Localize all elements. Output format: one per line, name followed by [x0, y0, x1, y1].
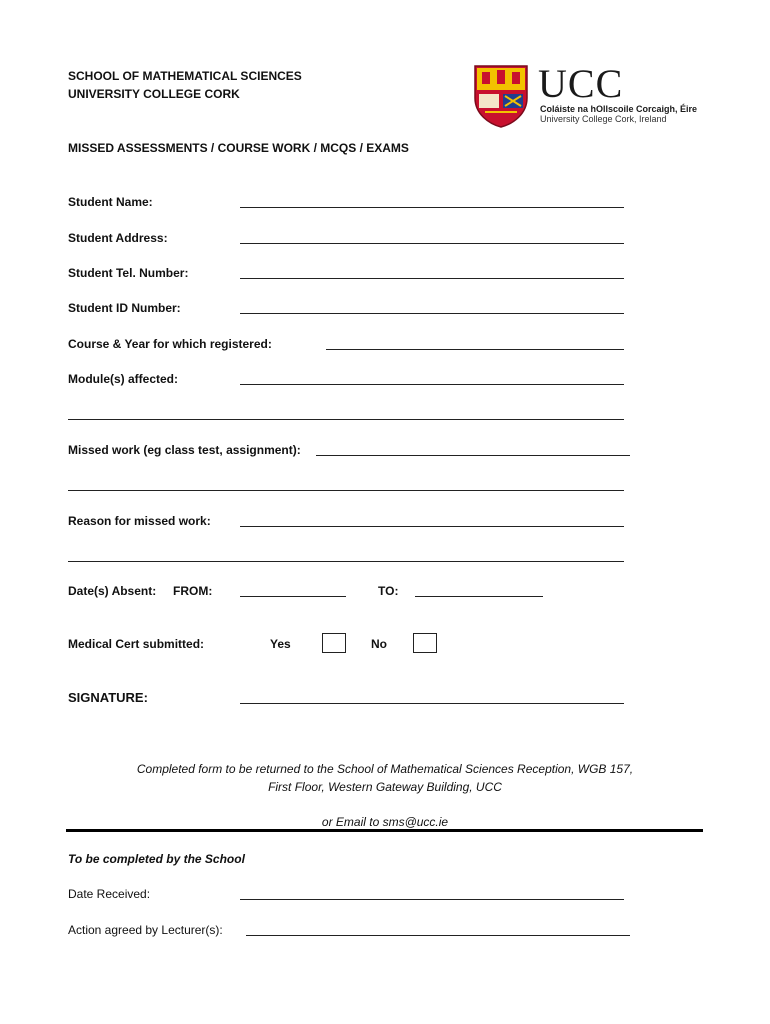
to-date-field[interactable] — [415, 596, 543, 597]
reason-label: Reason for missed work: — [68, 514, 211, 528]
student-tel-field[interactable] — [240, 278, 624, 279]
ucc-wordmark: UCC — [538, 61, 624, 106]
modules-field[interactable] — [240, 384, 624, 385]
school-section-heading: To be completed by the School — [68, 852, 245, 866]
ucc-crest-logo — [473, 64, 529, 133]
modules-field-extra[interactable] — [68, 419, 624, 420]
action-agreed-field[interactable] — [246, 935, 630, 936]
to-label: TO: — [378, 584, 399, 598]
email-instructions: or Email to sms@ucc.ie — [321, 815, 449, 829]
return-instructions-line2: First Floor, Western Gateway Building, UCC — [268, 780, 502, 794]
return-instructions-line1: Completed form to be returned to the School of Mathematical Sciences Reception, WGB 157, — [136, 762, 634, 776]
action-agreed-label: Action agreed by Lecturer(s): — [68, 923, 223, 937]
missed-work-field-extra[interactable] — [68, 490, 624, 491]
ucc-english-name: University College Cork, Ireland — [540, 114, 667, 124]
ucc-irish-name: Coláiste na hOllscoile Corcaigh, Éire — [540, 104, 698, 114]
student-name-label: Student Name: — [68, 195, 153, 209]
student-address-field[interactable] — [240, 243, 624, 244]
student-name-field[interactable] — [240, 207, 624, 208]
no-checkbox[interactable] — [413, 633, 437, 653]
missed-work-label: Missed work (eg class test, assignment): — [68, 443, 301, 457]
from-label: FROM: — [173, 584, 213, 598]
reason-field[interactable] — [240, 526, 624, 527]
missed-work-field[interactable] — [316, 455, 630, 456]
form-title: MISSED ASSESSMENTS / COURSE WORK / MCQS / EXAMS — [68, 141, 409, 155]
yes-checkbox[interactable] — [322, 633, 346, 653]
yes-label: Yes — [270, 637, 291, 651]
reason-field-extra[interactable] — [68, 561, 624, 562]
medical-cert-label: Medical Cert submitted: — [68, 637, 205, 651]
student-id-field[interactable] — [240, 313, 624, 314]
dates-absent-label: Date(s) Absent: — [68, 584, 157, 598]
no-label: No — [371, 637, 387, 651]
signature-field[interactable] — [240, 703, 624, 704]
student-tel-label: Student Tel. Number: — [68, 266, 189, 280]
section-divider — [66, 829, 703, 832]
signature-label: SIGNATURE: — [68, 690, 148, 705]
student-address-label: Student Address: — [68, 231, 168, 245]
from-date-field[interactable] — [240, 596, 346, 597]
modules-label: Module(s) affected: — [68, 372, 179, 386]
date-received-label: Date Received: — [68, 887, 151, 901]
student-id-label: Student ID Number: — [68, 301, 181, 315]
school-name: SCHOOL OF MATHEMATICAL SCIENCES — [68, 69, 302, 83]
course-year-label: Course & Year for which registered: — [68, 337, 272, 351]
university-name: UNIVERSITY COLLEGE CORK — [68, 87, 240, 101]
date-received-field[interactable] — [240, 899, 624, 900]
course-year-field[interactable] — [326, 349, 624, 350]
